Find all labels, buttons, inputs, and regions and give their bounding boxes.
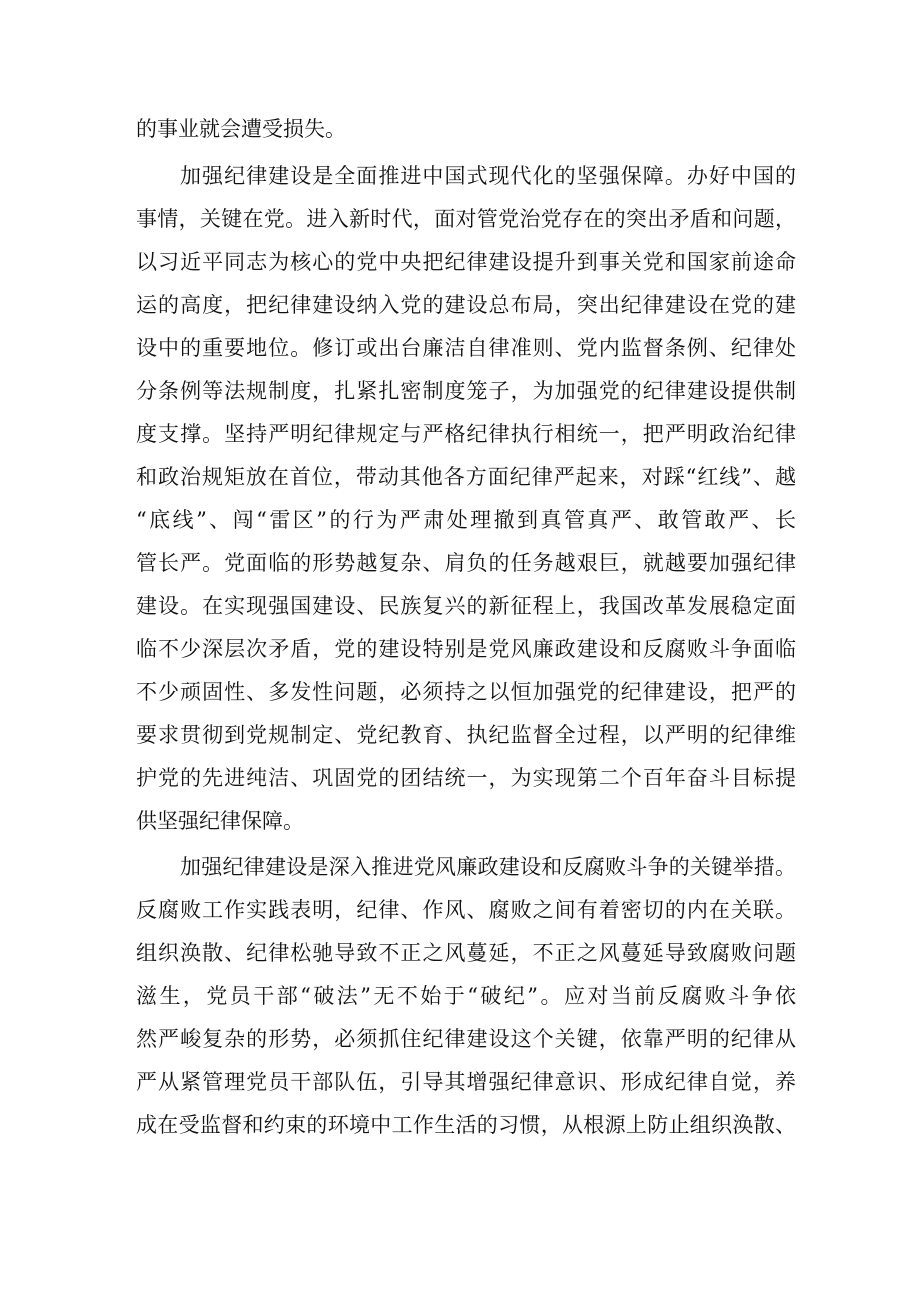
text-line: 以习近平同志为核心的党中央把纪律建设提升到事关党和国家前途命: [136, 250, 796, 274]
text-line: 设中的重要地位。修订或出台廉洁自律准则、党内监督条例、纪律处: [136, 336, 796, 360]
text-line: 成在受监督和约束的环境中工作生活的习惯，从根源上防止组织涣散、: [136, 1113, 796, 1137]
text-line: “底线”、闯“雷区”的行为严肃处理撤到真管真严、敢管敢严、长: [136, 508, 796, 532]
text-line: 护党的先进纯洁、巩固党的团结统一，为实现第二个百年奋斗目标提: [136, 766, 796, 790]
text-line: 组织涣散、纪律松驰导致不正之风蔓延，不正之风蔓延导致腐败问题: [136, 941, 796, 965]
text-line: 分条例等法规制度，扎紧扎密制度笼子，为加强党的纪律建设提供制: [136, 379, 796, 403]
text-line: 反腐败工作实践表明，纪律、作风、腐败之间有着密切的内在关联。: [136, 898, 796, 922]
paragraph-first-line: 加强纪律建设是深入推进党风廉政建设和反腐败斗争的关键举措。: [180, 855, 796, 879]
text-line: 建设。在实现强国建设、民族复兴的新征程上，我国改革发展稳定面: [136, 594, 796, 618]
text-line: 严从紧管理党员干部队伍，引导其增强纪律意识、形成纪律自觉，养: [136, 1070, 796, 1094]
text-line: 事情，关键在党。进入新时代，面对管党治党存在的突出矛盾和问题，: [136, 207, 796, 231]
text-line: 要求贯彻到党规制定、党纪教育、执纪监督全过程，以严明的纪律维: [136, 723, 796, 747]
text-line: 然严峻复杂的形势，必须抓住纪律建设这个关键，依靠严明的纪律从: [136, 1027, 796, 1051]
text-line: 度支撑。坚持严明纪律规定与严格纪律执行相统一，把严明政治纪律: [136, 422, 796, 446]
paragraph-first-line: 加强纪律建设是全面推进中国式现代化的坚强保障。办好中国的: [180, 164, 796, 188]
text-line: 的事业就会遭受损失。: [136, 117, 346, 141]
text-line: 供坚强纪律保障。: [136, 809, 304, 833]
text-line: 临不少深层次矛盾，党的建设特别是党风廉政建设和反腐败斗争面临: [136, 637, 796, 661]
text-line: 管长严。党面临的形势越复杂、肩负的任务越艰巨，就越要加强纪律: [136, 551, 796, 575]
text-line: 滋生，党员干部“破法”无不始于“破纪”。应对当前反腐败斗争依: [136, 984, 796, 1008]
text-line: 运的高度，把纪律建设纳入党的建设总布局，突出纪律建设在党的建: [136, 293, 796, 317]
text-line: 和政治规矩放在首位，带动其他各方面纪律严起来，对踩“红线”、越: [136, 465, 796, 489]
text-line: 不少顽固性、多发性问题，必须持之以恒加强党的纪律建设，把严的: [136, 680, 796, 704]
